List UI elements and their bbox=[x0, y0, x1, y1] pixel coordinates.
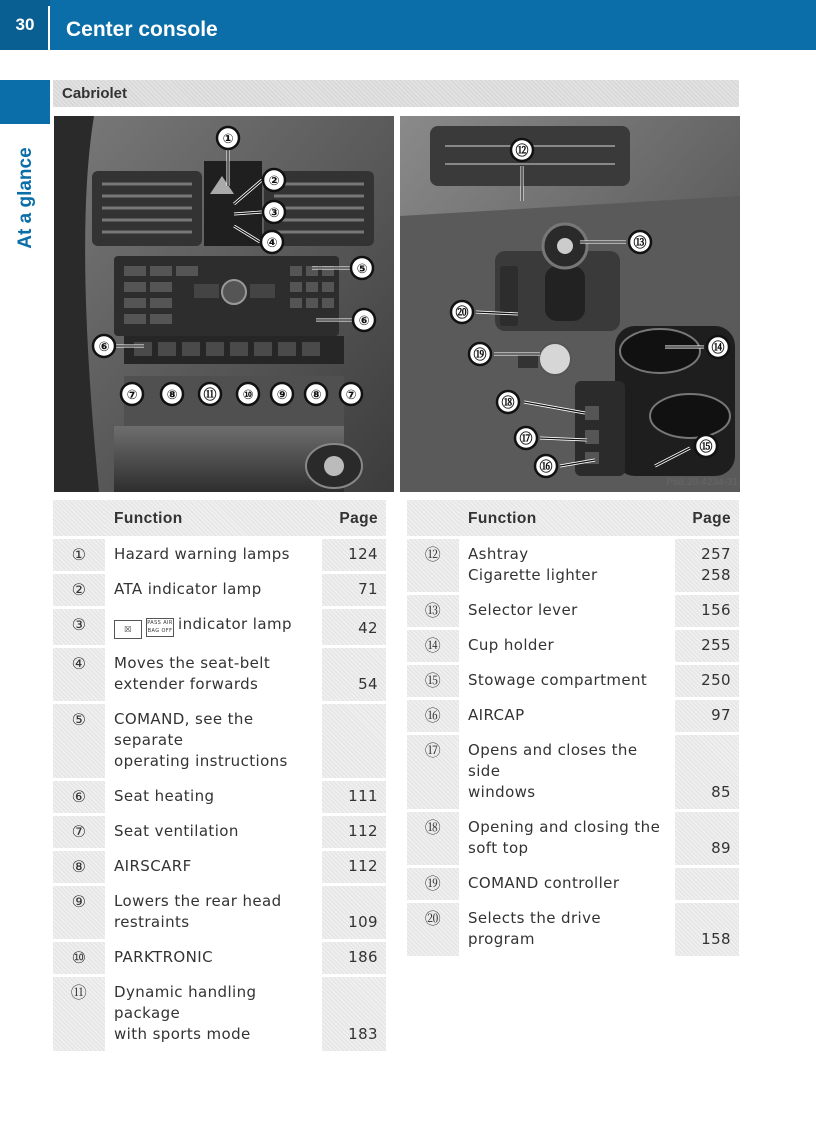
function-cell bbox=[105, 851, 322, 883]
function-cell bbox=[105, 886, 322, 939]
console-photo-right bbox=[400, 116, 740, 492]
table-row bbox=[53, 977, 386, 1051]
function-text: Moves the seat-belt bbox=[114, 654, 271, 672]
item-number: ⑨ bbox=[53, 886, 105, 939]
function-cell bbox=[459, 903, 675, 956]
page-cell bbox=[675, 595, 739, 627]
left-callout-label: ⑨ bbox=[276, 388, 288, 403]
left-callout-label: ⑪ bbox=[203, 388, 217, 403]
function-text: COMAND controller bbox=[468, 874, 620, 892]
table-row bbox=[407, 539, 739, 592]
left-callout-7 bbox=[93, 335, 115, 357]
page-cell bbox=[322, 648, 386, 701]
table-row bbox=[53, 816, 386, 848]
chapter-title: Center console bbox=[66, 18, 218, 41]
page-cell bbox=[322, 851, 386, 883]
function-cell bbox=[459, 700, 675, 732]
function-text: operating instructions bbox=[114, 752, 288, 770]
function-text: Selector lever bbox=[468, 601, 578, 619]
function-text: Opens and closes the side bbox=[468, 741, 638, 780]
item-number: ⑰ bbox=[407, 735, 459, 809]
function-text: with sports mode bbox=[114, 1025, 251, 1043]
table-row bbox=[407, 903, 739, 956]
item-number: ① bbox=[53, 539, 105, 571]
item-number: ⑥ bbox=[53, 781, 105, 813]
function-cell bbox=[459, 595, 675, 627]
page-cell bbox=[675, 812, 739, 865]
table-row bbox=[407, 665, 739, 697]
function-cell bbox=[459, 868, 675, 900]
table-row bbox=[407, 630, 739, 662]
function-cell bbox=[459, 665, 675, 697]
page-number-ref: 112 bbox=[348, 857, 378, 875]
page-cell bbox=[675, 700, 739, 732]
function-cell bbox=[105, 977, 322, 1051]
right-callout-label: ⑯ bbox=[539, 460, 553, 475]
left-callout-label: ⑤ bbox=[356, 262, 368, 277]
left-callout-label: ③ bbox=[268, 206, 280, 221]
left-table-body bbox=[53, 539, 386, 1051]
right-callout-4 bbox=[469, 343, 491, 365]
function-cell bbox=[459, 539, 675, 592]
right-callout-label: ⑬ bbox=[633, 236, 647, 251]
right-callout-label: ⑳ bbox=[455, 306, 469, 321]
function-cell bbox=[105, 816, 322, 848]
item-number: ⑬ bbox=[407, 595, 459, 627]
table-row bbox=[53, 942, 386, 974]
left-callout-label: ⑥ bbox=[98, 340, 110, 355]
function-text: Hazard warning lamps bbox=[114, 545, 290, 563]
right-callout-8 bbox=[695, 435, 717, 457]
left-callout-label: ① bbox=[222, 132, 234, 147]
function-cell bbox=[105, 704, 322, 778]
function-text: PARKTRONIC bbox=[114, 948, 213, 966]
function-cell bbox=[459, 735, 675, 809]
page-number-ref: 112 bbox=[348, 822, 378, 840]
table-row bbox=[53, 851, 386, 883]
function-text: windows bbox=[468, 783, 536, 801]
right-callout-label: ⑱ bbox=[501, 396, 515, 411]
right-callout-5 bbox=[707, 336, 729, 358]
page-cell bbox=[322, 781, 386, 813]
left-callout-label: ⑦ bbox=[126, 388, 138, 403]
right-callout-2 bbox=[629, 231, 651, 253]
item-number: ⑲ bbox=[407, 868, 459, 900]
page-number-ref: 257 bbox=[701, 545, 731, 563]
function-cell bbox=[459, 812, 675, 865]
item-number: ③ bbox=[53, 609, 105, 645]
page-number-ref: 71 bbox=[358, 580, 378, 598]
page-cell bbox=[675, 630, 739, 662]
item-number: ⑤ bbox=[53, 704, 105, 778]
function-cell bbox=[105, 781, 322, 813]
page-number-ref: 109 bbox=[348, 913, 378, 931]
page-number-ref: 111 bbox=[348, 787, 378, 805]
left-callout-11 bbox=[237, 383, 259, 405]
item-number: ⑧ bbox=[53, 851, 105, 883]
page-number-ref: 258 bbox=[701, 566, 731, 584]
left-callout-label: ⑩ bbox=[242, 388, 254, 403]
function-text: Seat ventilation bbox=[114, 822, 239, 840]
left-callout-label: ⑥ bbox=[358, 314, 370, 329]
col-function-header: Function bbox=[459, 500, 675, 536]
col-num-header bbox=[407, 500, 459, 536]
function-text bbox=[114, 614, 318, 639]
item-number: ④ bbox=[53, 648, 105, 701]
table-row bbox=[407, 868, 739, 900]
page-number-ref: 89 bbox=[711, 839, 731, 857]
left-callout-12 bbox=[271, 383, 293, 405]
item-number: ⑩ bbox=[53, 942, 105, 974]
page-number-ref: 54 bbox=[358, 675, 378, 693]
console-illustration-left bbox=[54, 116, 394, 492]
page-number-ref: 124 bbox=[348, 545, 378, 563]
item-number: ② bbox=[53, 574, 105, 606]
table-header-row bbox=[407, 500, 739, 536]
function-text: Ashtray bbox=[468, 545, 529, 563]
table-row bbox=[53, 781, 386, 813]
side-tab-label: At a glance bbox=[15, 146, 36, 249]
item-number: ⑳ bbox=[407, 903, 459, 956]
page-cell bbox=[675, 868, 739, 900]
page-cell bbox=[322, 977, 386, 1051]
page-number-ref: 156 bbox=[701, 601, 731, 619]
table-row bbox=[407, 735, 739, 809]
table-row bbox=[407, 812, 739, 865]
right-callout-label: ⑰ bbox=[519, 432, 533, 447]
function-text: Cigarette lighter bbox=[468, 566, 598, 584]
left-callout-4 bbox=[261, 231, 283, 253]
left-callout-14 bbox=[340, 383, 362, 405]
page-cell bbox=[675, 665, 739, 697]
item-number: ⑭ bbox=[407, 630, 459, 662]
page-cell bbox=[675, 539, 739, 592]
right-callout-label: ⑲ bbox=[473, 348, 487, 363]
left-callout-10 bbox=[199, 383, 221, 405]
page-number-ref: 183 bbox=[348, 1025, 378, 1043]
right-callout-label: ⑮ bbox=[699, 440, 713, 455]
function-text: COMAND, see the separate bbox=[114, 710, 254, 749]
console-illustration-right bbox=[400, 116, 740, 492]
right-callout-9 bbox=[535, 455, 557, 477]
page-cell bbox=[322, 574, 386, 606]
function-text: Cup holder bbox=[468, 636, 555, 654]
page-cell bbox=[322, 942, 386, 974]
left-callout-2 bbox=[263, 169, 285, 191]
page-cell bbox=[322, 609, 386, 645]
left-callout-5 bbox=[351, 257, 373, 279]
left-callout-label: ⑦ bbox=[345, 388, 357, 403]
left-callout-9 bbox=[161, 383, 183, 405]
page-number-ref: 42 bbox=[358, 619, 378, 637]
item-number: ⑮ bbox=[407, 665, 459, 697]
function-text: Lowers the rear head bbox=[114, 892, 282, 910]
section-title: Cabriolet bbox=[53, 80, 739, 107]
function-text: Seat heating bbox=[114, 787, 215, 805]
page-number-ref: 186 bbox=[348, 948, 378, 966]
page-cell bbox=[322, 539, 386, 571]
table-row bbox=[53, 648, 386, 701]
left-callout-3 bbox=[263, 201, 285, 223]
figure-code: P68.20-4234-31 bbox=[666, 477, 738, 488]
left-callout-13 bbox=[305, 383, 327, 405]
left-callout-6 bbox=[353, 309, 375, 331]
right-callout-label: ⑫ bbox=[515, 144, 529, 159]
item-number: ⑯ bbox=[407, 700, 459, 732]
page-cell bbox=[322, 816, 386, 848]
console-photo-left bbox=[54, 116, 394, 492]
seat-belt-icon: ☒ bbox=[114, 620, 142, 639]
right-callout-3 bbox=[451, 301, 473, 323]
table-row bbox=[407, 700, 739, 732]
left-callout-1 bbox=[217, 127, 239, 149]
function-text: AIRSCARF bbox=[114, 857, 192, 875]
page-number-ref: 255 bbox=[701, 636, 731, 654]
function-cell bbox=[459, 630, 675, 662]
right-table-body bbox=[407, 539, 739, 956]
airbag-off-icon: PASS AIR BAG OFF bbox=[146, 618, 174, 637]
function-text: restraints bbox=[114, 913, 190, 931]
col-page-header: Page bbox=[322, 500, 386, 536]
right-callout-7 bbox=[515, 427, 537, 449]
right-callout-1 bbox=[511, 139, 533, 161]
page-number-ref: 158 bbox=[701, 930, 731, 948]
left-callout-label: ④ bbox=[266, 236, 278, 251]
function-text: indicator lamp bbox=[178, 615, 292, 633]
function-text: Dynamic handling package bbox=[114, 983, 257, 1022]
table-row bbox=[53, 574, 386, 606]
item-number: ⑦ bbox=[53, 816, 105, 848]
col-num-header bbox=[53, 500, 105, 536]
function-text: ATA indicator lamp bbox=[114, 580, 262, 598]
left-callout-label: ⑧ bbox=[166, 388, 178, 403]
function-text: Selects the drive program bbox=[468, 909, 602, 948]
table-row bbox=[53, 704, 386, 778]
page-number-ref: 250 bbox=[701, 671, 731, 689]
function-cell bbox=[105, 648, 322, 701]
page-number-ref: 97 bbox=[711, 706, 731, 724]
right-callout-label: ⑭ bbox=[711, 341, 725, 356]
table-header-row bbox=[53, 500, 386, 536]
function-cell bbox=[105, 574, 322, 606]
side-tab-marker bbox=[0, 80, 50, 124]
function-text: AIRCAP bbox=[468, 706, 525, 724]
left-callout-label: ② bbox=[268, 174, 280, 189]
page-cell bbox=[675, 735, 739, 809]
function-cell bbox=[105, 539, 322, 571]
col-page-header: Page bbox=[675, 500, 739, 536]
left-function-table bbox=[53, 497, 386, 1054]
table-row bbox=[53, 539, 386, 571]
function-cell bbox=[105, 609, 322, 645]
col-function-header: Function bbox=[105, 500, 322, 536]
left-callout-label: ⑧ bbox=[310, 388, 322, 403]
function-cell bbox=[105, 942, 322, 974]
page-number-ref: 85 bbox=[711, 783, 731, 801]
left-callout-8 bbox=[121, 383, 143, 405]
page-cell bbox=[322, 886, 386, 939]
item-number: ⑪ bbox=[53, 977, 105, 1051]
page-number: 30 bbox=[0, 0, 50, 50]
item-number: ⑫ bbox=[407, 539, 459, 592]
item-number: ⑱ bbox=[407, 812, 459, 865]
page-cell bbox=[322, 704, 386, 778]
page-cell bbox=[675, 903, 739, 956]
function-text: extender forwards bbox=[114, 675, 259, 693]
side-tab-label-box bbox=[4, 130, 48, 265]
function-text: soft top bbox=[468, 839, 529, 857]
table-row bbox=[53, 609, 386, 645]
right-callout-6 bbox=[497, 391, 519, 413]
table-row bbox=[53, 886, 386, 939]
function-text: Opening and closing the bbox=[468, 818, 661, 836]
table-row bbox=[407, 595, 739, 627]
right-function-table bbox=[407, 497, 739, 959]
function-text: Stowage compartment bbox=[468, 671, 648, 689]
